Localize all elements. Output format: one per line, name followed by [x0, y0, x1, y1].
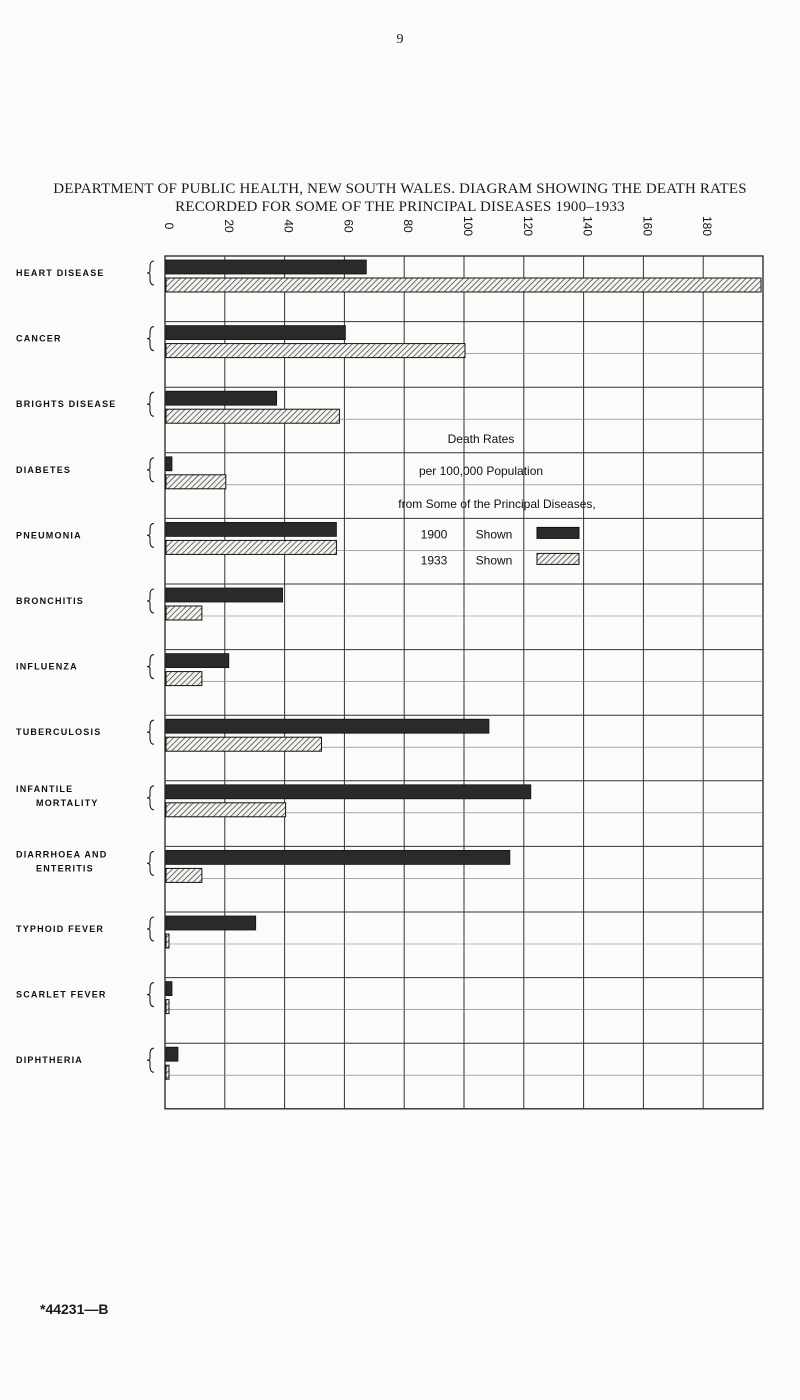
- category-label-line: INFLUENZA: [16, 661, 78, 672]
- x-tick-label-160: 160: [640, 215, 655, 237]
- legend-label-1933: Shown: [475, 553, 513, 568]
- category-label-line: DIPHTHERIA: [16, 1055, 84, 1066]
- category-label-line: BRONCHITIS: [16, 596, 84, 606]
- category-label-line: TYPHOID FEVER: [16, 924, 105, 934]
- category-label-scarlet-fever: [16, 983, 154, 1007]
- brace: [147, 261, 154, 285]
- legend-swatch-1900: [537, 527, 579, 538]
- brace: [147, 392, 154, 416]
- x-tick-label-80: 80: [401, 219, 416, 233]
- annotation-line-1: Death Rates: [447, 432, 515, 447]
- bar-1900-infantile-mortality: [166, 785, 531, 799]
- bar-1900-scarlet-fever: [166, 982, 172, 996]
- bar-1900-influenza: [166, 654, 229, 668]
- bar-1933-heart-disease: [166, 278, 761, 292]
- category-label-line: ENTERITIS: [36, 863, 94, 874]
- category-label-line: DIABETES: [16, 464, 72, 475]
- category-label-line: TUBERCULOSIS: [16, 727, 102, 738]
- category-label-line: INFANTILE: [16, 783, 74, 794]
- bar-1933-scarlet-fever: [166, 1000, 169, 1014]
- legend-year-1933: 1933: [420, 553, 448, 568]
- category-label-line: DIARRHOEA AND: [16, 849, 108, 860]
- category-label-line: MORTALITY: [36, 797, 99, 808]
- bar-1933-brights-disease: [166, 409, 339, 423]
- bar-1933-typhoid-fever: [166, 934, 169, 948]
- category-labels: [16, 261, 154, 1072]
- category-label-line: HEART DISEASE: [16, 268, 105, 278]
- category-label-diabetes: [16, 458, 154, 482]
- bar-1933-infantile-mortality: [166, 803, 286, 817]
- annotation: [398, 432, 595, 511]
- category-label-cancer: [16, 327, 154, 351]
- x-tick-label-0: 0: [162, 222, 176, 230]
- annotation-line-3: from Some of the Principal Diseases,: [398, 496, 596, 511]
- bar-1933-diabetes: [166, 475, 226, 489]
- bar-1933-bronchitis: [166, 606, 202, 620]
- category-label-line: BRIGHTS DISEASE: [16, 399, 117, 410]
- annotation-line-2: per 100,000 Population: [418, 463, 544, 478]
- brace: [147, 983, 154, 1007]
- bar-1900-typhoid-fever: [166, 916, 256, 930]
- category-label-line: PNEUMONIA: [16, 530, 82, 541]
- chart-grid: [165, 256, 763, 1109]
- bar-1900-diarrhoea-and-enteritis: [166, 850, 510, 864]
- legend-label-1900: Shown: [475, 527, 513, 542]
- brace: [147, 327, 154, 351]
- legend-swatch-1933: [537, 553, 579, 564]
- page-number: 9: [396, 32, 404, 47]
- brace: [147, 917, 154, 941]
- category-label-diarrhoea-and-enteritis: [16, 849, 154, 875]
- x-tick-label-140: 140: [580, 215, 595, 237]
- legend-year-1900: 1900: [420, 527, 448, 542]
- bar-1900-cancer: [166, 326, 345, 340]
- category-label-line: CANCER: [16, 333, 62, 344]
- x-tick-label-100: 100: [461, 215, 475, 237]
- category-label-infantile-mortality: [16, 784, 154, 810]
- brace: [147, 458, 154, 482]
- bar-1900-heart-disease: [166, 260, 366, 274]
- chart-title-line-2: RECORDED FOR SOME OF THE PRINCIPAL DISEASES 1900–1933: [175, 199, 625, 215]
- category-label-heart-disease: [16, 261, 154, 285]
- x-tick-label-20: 20: [221, 219, 236, 233]
- category-label-diphtheria: [16, 1048, 154, 1072]
- bar-1933-influenza: [166, 672, 202, 686]
- bar-1900-pneumonia: [166, 522, 336, 536]
- x-tick-label-40: 40: [281, 219, 296, 233]
- category-label-pneumonia: [16, 523, 154, 547]
- x-axis-ticks: [162, 216, 714, 236]
- footer-code: *44231—B: [40, 1301, 109, 1317]
- bar-1900-bronchitis: [166, 588, 283, 602]
- bar-1900-diphtheria: [166, 1047, 178, 1061]
- brace: [147, 786, 154, 810]
- bar-1900-diabetes: [166, 457, 172, 471]
- category-label-influenza: [16, 655, 154, 679]
- x-tick-label-120: 120: [520, 215, 535, 237]
- brace: [147, 655, 154, 679]
- category-label-brights-disease: [16, 392, 154, 416]
- x-tick-label-60: 60: [341, 219, 356, 233]
- brace: [147, 523, 154, 547]
- brace: [147, 1048, 154, 1072]
- category-label-bronchitis: [16, 589, 154, 613]
- chart-title-line-1: DEPARTMENT OF PUBLIC HEALTH, NEW SOUTH WALES. DIAGRAM SHOWING THE DEATH RATES: [53, 181, 747, 197]
- category-label-line: SCARLET FEVER: [16, 989, 107, 1000]
- bar-1933-pneumonia: [166, 540, 336, 554]
- brace: [147, 720, 154, 744]
- bar-1900-tuberculosis: [166, 719, 489, 733]
- bar-1933-diarrhoea-and-enteritis: [166, 868, 202, 882]
- x-tick-label-180: 180: [700, 215, 715, 237]
- brace: [147, 589, 154, 613]
- bar-1933-cancer: [166, 344, 465, 358]
- bar-1933-diphtheria: [166, 1065, 169, 1079]
- brace: [147, 851, 154, 875]
- bar-1933-tuberculosis: [166, 737, 321, 751]
- category-label-typhoid-fever: [16, 917, 154, 941]
- legend: [421, 527, 579, 567]
- bar-1900-brights-disease: [166, 391, 277, 405]
- category-label-tuberculosis: [16, 720, 154, 744]
